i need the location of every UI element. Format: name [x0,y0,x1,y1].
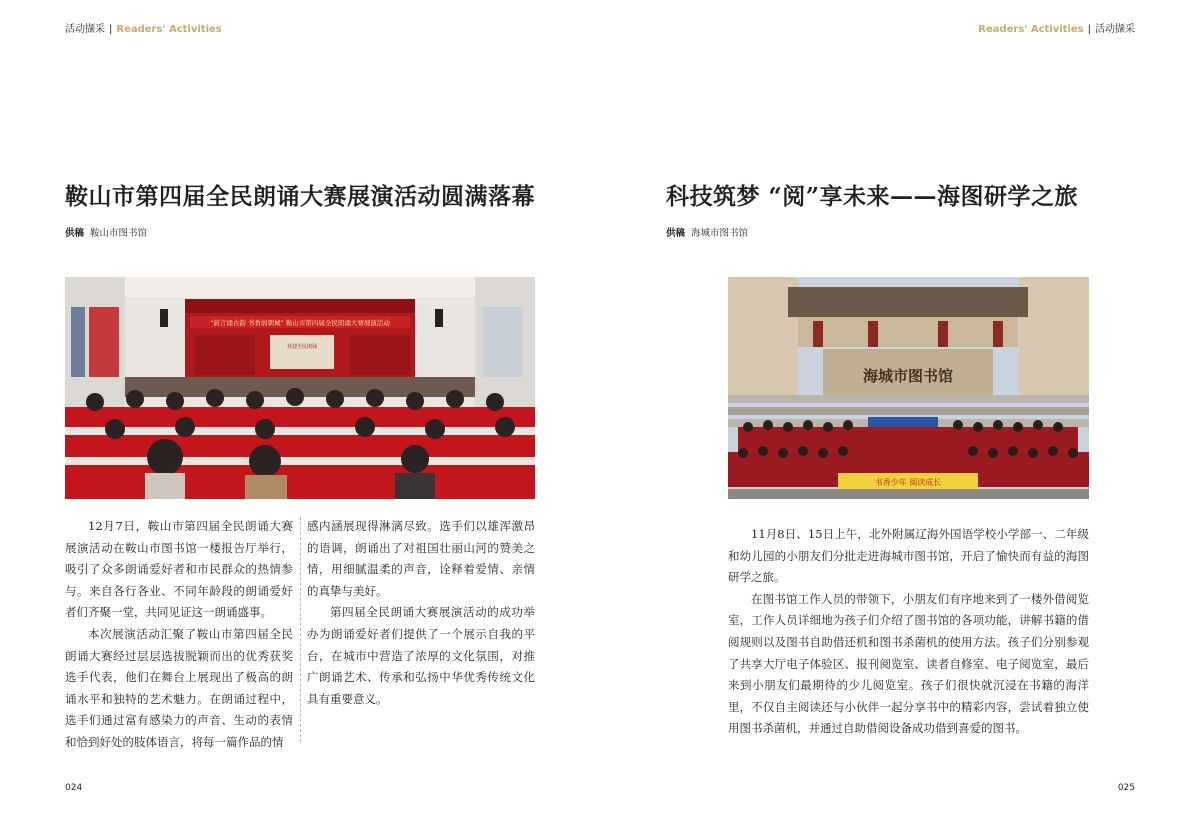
byline-source: 鞍山市图书馆 [90,228,148,239]
paragraph-continued: 感内涵展现得淋漓尽致。选手们以雄浑激昂的语调，朗诵出了对祖国壮丽山河的赞美之情，用细腻温柔的声音，诠释着爱情、亲情的真挚与美好。 [307,519,535,598]
header-section: 活动撷采 [65,24,105,35]
byline-label: 供稿 [65,228,85,239]
byline [666,225,748,239]
page-number: 024 [65,783,83,793]
header-separator: | [1087,24,1091,35]
building-sign-text: 海城市图书馆 [862,367,954,385]
paragraph: 12月7日，鞍山市第四届全民朗诵大赛展演活动在鞍山市图书馆一楼报告厅举行，吸引了众多朗诵爱好者和市民群众的热情参与。来自各行各业、不同年龄段的朗诵爱好者们齐聚一堂，共同见证这一朗诵盛事。 [65,519,293,620]
paragraph: 第四届全民朗诵大赛展演活动的成功举办为朗诵爱好者们提供了一个展示自我的平台，在城市中营造了浓厚的文化氛围，对推广朗诵艺术、传承和弘扬中华优秀传统文化具有重要意义。 [307,605,535,706]
paragraph: 本次展演活动汇聚了鞍山市第四届全民朗诵大赛经过层层选拔脱颖而出的优秀获奖选手代表，他们在舞台上展现出了极高的朗诵水平和独特的艺术魅力。在朗诵过程中，选手们通过富有感染力的声音、生动的表情和恰到好处的肢体语言，将每一篇作品的情 [65,626,293,749]
library-group-photo [728,277,1089,499]
running-header [978,20,1135,35]
article-title: 科技筑梦 “阅”享未来——海图研学之旅 [666,183,1078,210]
article-column [728,524,1089,740]
paragraph: 11月8日、15日上午，北外附属辽海外国语学校小学部一、二年级和幼儿园的小朋友们分批走进海城市图书馆，开启了愉快而有益的海图研学之旅。 [728,527,1089,585]
article-title: 鞍山市第四届全民朗诵大赛展演活动圆满落幕 [65,183,535,210]
article-column-1 [65,516,293,754]
header-english: Readers' Activities [116,24,222,35]
byline-label: 供稿 [666,228,686,239]
running-header [65,20,222,35]
group-banner-text: 书香少年 阅读成长 [874,478,942,487]
header-english: Readers' Activities [978,24,1084,35]
byline-source: 海城市图书馆 [691,228,749,239]
article-column-2 [307,516,535,710]
column-divider [300,517,301,742]
header-separator: | [109,24,113,35]
page-number: 025 [1117,783,1135,793]
byline [65,225,147,239]
recitation-event-photo [65,277,535,499]
header-section: 活动撷采 [1095,24,1135,35]
right-page [600,0,1200,827]
stage-screen-text: 欢迎全民朗诵 [286,344,318,350]
stage-banner-text: “蔚言诵古韵 书香润朝城” 鞍山市第四届全民朗诵大赛展演活动 [210,319,390,327]
paragraph: 在图书馆工作人员的带领下，小朋友们有序地来到了一楼外借阅览室，工作人员详细地为孩子们介绍了图书馆的各项功能，讲解书籍的借阅规则以及图书自助借还机和图书杀菌机的使用方法。孩子们分别参观了共享大厅电子体验区、报刊阅览室、读者自修室、电子阅览室，最后来到小朋友们最期待的少儿阅览室。孩子们很快就沉浸在书籍的海洋里，不仅自主阅读还与小伙伴一起分享书中的精彩内容，尝试着独立使用图书杀菌机，并通过自助借阅设备成功借到喜爱的图书。 [728,591,1089,736]
